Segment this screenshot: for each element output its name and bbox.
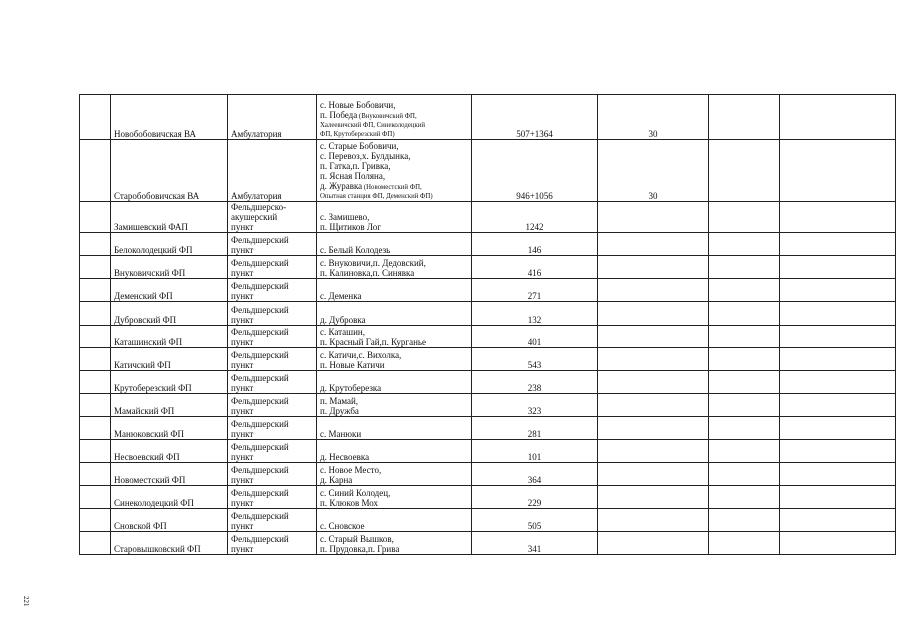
facility-type-line: Фельдшерский xyxy=(231,258,289,268)
settlement-line xyxy=(320,521,468,531)
row-number-cell xyxy=(80,140,111,202)
empty-cell xyxy=(709,326,780,348)
empty-cell xyxy=(709,279,780,302)
row-number-cell xyxy=(80,486,111,509)
empty-cell xyxy=(780,95,896,140)
settlement-line xyxy=(320,171,468,181)
settlement-text: Опытная станция ФП, Деменский ФП) xyxy=(320,193,433,200)
settlement-text: п. Калиновка,п. Синявка xyxy=(320,268,415,278)
facility-type-line: пункт xyxy=(231,475,254,485)
facility-type-cell xyxy=(228,371,317,394)
settlement-text: с. Замишево, xyxy=(320,212,370,222)
facility-name-cell: Катичский ФП xyxy=(111,348,228,371)
settlement-text: с. Перевоз,х. Булдынка, xyxy=(320,151,411,161)
facility-type-line: пункт xyxy=(231,429,254,439)
empty-cell xyxy=(780,140,896,202)
value-cell xyxy=(598,326,709,348)
settlements-cell xyxy=(317,394,472,417)
value-cell xyxy=(598,256,709,279)
value-cell xyxy=(598,394,709,417)
empty-cell xyxy=(709,233,780,256)
settlement-line xyxy=(320,396,468,406)
population-cell: 946+1056 xyxy=(472,140,598,202)
facility-name-cell: Новобобовичская ВА xyxy=(111,95,228,140)
value-cell xyxy=(598,371,709,394)
facility-name-cell: Каташинский ФП xyxy=(111,326,228,348)
settlement-line xyxy=(320,337,468,347)
settlement-line xyxy=(320,121,468,130)
table-row xyxy=(80,440,896,463)
facility-type-line: Фельдшерский xyxy=(231,327,289,337)
settlement-text: п. Ясная Поляна, xyxy=(320,171,386,181)
facility-name-cell: Манюковский ФП xyxy=(111,417,228,440)
empty-cell xyxy=(780,202,896,233)
row-number-cell xyxy=(80,394,111,417)
row-number-cell xyxy=(80,326,111,348)
empty-cell xyxy=(780,279,896,302)
facility-type-line: пункт xyxy=(231,337,254,347)
settlement-line xyxy=(320,222,468,232)
value-cell xyxy=(598,509,709,532)
population-cell: 281 xyxy=(472,417,598,440)
facility-type-cell xyxy=(228,463,317,486)
settlement-text: с. Синий Колодец, xyxy=(320,488,391,498)
row-number-cell xyxy=(80,256,111,279)
value-cell: 30 xyxy=(598,95,709,140)
settlement-text: ФП, Крутоберезский ФП) xyxy=(320,131,395,138)
facility-name-cell: Несвоевский ФП xyxy=(111,440,228,463)
population-cell: 507+1364 xyxy=(472,95,598,140)
table-row xyxy=(80,348,896,371)
facility-type-cell xyxy=(228,202,317,233)
settlement-text: с. Новое Место, xyxy=(320,465,382,475)
table-body xyxy=(80,95,896,555)
table-row xyxy=(80,233,896,256)
empty-cell xyxy=(709,463,780,486)
facilities-table xyxy=(79,94,896,555)
settlement-text: п. Новые Катичи xyxy=(320,360,385,370)
settlement-line xyxy=(320,161,468,171)
facility-name-cell: Замишевский ФАП xyxy=(111,202,228,233)
facility-name-cell: Внуковичский ФП xyxy=(111,256,228,279)
empty-cell xyxy=(709,302,780,326)
settlement-text: п. Победа xyxy=(320,110,358,120)
settlement-line xyxy=(320,383,468,393)
settlement-text: п. Клюков Мох xyxy=(320,498,379,508)
facility-name-cell: Старобобовичская ВА xyxy=(111,140,228,202)
table-row xyxy=(80,279,896,302)
settlement-line xyxy=(320,151,468,161)
table-row xyxy=(80,202,896,233)
population-cell: 505 xyxy=(472,509,598,532)
population-cell: 1242 xyxy=(472,202,598,233)
settlement-line xyxy=(320,212,468,222)
table-row xyxy=(80,95,896,140)
settlement-text: п. Прудовка,п. Грива xyxy=(320,544,400,554)
settlement-line xyxy=(320,100,468,110)
value-cell: 30 xyxy=(598,140,709,202)
facility-type-line: Фельдшерский xyxy=(231,350,289,360)
facility-type-cell xyxy=(228,326,317,348)
value-cell xyxy=(598,233,709,256)
table-row xyxy=(80,532,896,555)
population-cell: 229 xyxy=(472,486,598,509)
settlements-cell xyxy=(317,417,472,440)
settlement-line xyxy=(320,488,468,498)
settlement-text: п. Красный Гай,п. Курганье xyxy=(320,337,427,347)
value-cell xyxy=(598,532,709,555)
settlement-text: Халеевичский ФП, Синеколодецкий xyxy=(320,122,426,129)
settlements-cell xyxy=(317,509,472,532)
facility-type-line: Фельдшерский xyxy=(231,534,289,544)
empty-cell xyxy=(709,371,780,394)
facility-name-cell: Дубровский ФП xyxy=(111,302,228,326)
settlements-cell xyxy=(317,532,472,555)
population-cell: 132 xyxy=(472,302,598,326)
settlement-text: п. Щитиков Лог xyxy=(320,222,381,232)
facility-type-line: пункт xyxy=(231,406,254,416)
settlement-text: д. Несвоевка xyxy=(320,452,370,462)
facility-type-line: Фельдшерский xyxy=(231,235,289,245)
settlement-line xyxy=(320,315,468,325)
settlement-line xyxy=(320,475,468,485)
settlement-line xyxy=(320,130,468,139)
settlement-text: с. Новые Бобовичи, xyxy=(320,100,396,110)
row-number-cell xyxy=(80,279,111,302)
settlement-note: (Внуковичский ФП, xyxy=(357,113,417,120)
row-number-cell xyxy=(80,532,111,555)
empty-cell xyxy=(709,440,780,463)
empty-cell xyxy=(780,486,896,509)
facility-type-cell xyxy=(228,233,317,256)
table-row xyxy=(80,326,896,348)
facility-type-line: пункт xyxy=(231,452,254,462)
row-number-cell xyxy=(80,463,111,486)
facility-type-cell xyxy=(228,256,317,279)
settlement-line xyxy=(320,327,468,337)
facility-type-cell xyxy=(228,509,317,532)
facility-type-line: Фельдшерский xyxy=(231,488,289,498)
settlement-line xyxy=(320,350,468,360)
empty-cell xyxy=(780,417,896,440)
settlements-cell xyxy=(317,256,472,279)
facility-type-line: пункт xyxy=(231,383,254,393)
facility-name-cell: Мамайский ФП xyxy=(111,394,228,417)
settlements-cell xyxy=(317,279,472,302)
facility-name-cell: Деменский ФП xyxy=(111,279,228,302)
facility-type-line: акушерский xyxy=(231,212,278,222)
settlement-line xyxy=(320,141,468,151)
settlement-line xyxy=(320,181,468,192)
value-cell xyxy=(598,417,709,440)
facility-type-line: Амбулатория xyxy=(231,191,282,201)
settlement-text: с. Белый Колодезь xyxy=(320,245,391,255)
table-row xyxy=(80,371,896,394)
table-row xyxy=(80,486,896,509)
facility-type-line: Фельдшерский xyxy=(231,419,289,429)
settlement-text: д. Дубровка xyxy=(320,315,366,325)
table-row xyxy=(80,394,896,417)
facility-type-cell xyxy=(228,440,317,463)
population-cell: 364 xyxy=(472,463,598,486)
facility-type-line: пункт xyxy=(231,521,254,531)
facility-name-cell: Синеколодецкий ФП xyxy=(111,486,228,509)
table-row xyxy=(80,417,896,440)
settlements-cell xyxy=(317,202,472,233)
row-number-cell xyxy=(80,95,111,140)
settlement-line xyxy=(320,268,468,278)
facility-type-cell xyxy=(228,394,317,417)
value-cell xyxy=(598,486,709,509)
population-cell: 323 xyxy=(472,394,598,417)
table-row xyxy=(80,463,896,486)
empty-cell xyxy=(780,326,896,348)
settlement-note: (Новоместский ФП, xyxy=(362,184,422,191)
empty-cell xyxy=(780,394,896,417)
settlement-line xyxy=(320,534,468,544)
population-cell: 271 xyxy=(472,279,598,302)
facility-type-cell xyxy=(228,348,317,371)
row-number-cell xyxy=(80,509,111,532)
empty-cell xyxy=(709,348,780,371)
facility-type-line: Фельдшерско- xyxy=(231,202,287,212)
facility-type-line: Фельдшерский xyxy=(231,442,289,452)
facility-name-cell: Новоместский ФП xyxy=(111,463,228,486)
empty-cell xyxy=(780,440,896,463)
facility-type-line: Фельдшерский xyxy=(231,281,289,291)
settlement-line xyxy=(320,110,468,121)
empty-cell xyxy=(709,95,780,140)
empty-cell xyxy=(780,233,896,256)
settlement-text: п. Дружба xyxy=(320,406,359,416)
empty-cell xyxy=(709,140,780,202)
facility-type-cell xyxy=(228,279,317,302)
value-cell xyxy=(598,302,709,326)
facility-type-cell xyxy=(228,417,317,440)
row-number-cell xyxy=(80,348,111,371)
settlements-cell xyxy=(317,440,472,463)
facility-type-line: Фельдшерский xyxy=(231,465,289,475)
facility-type-cell xyxy=(228,140,317,202)
value-cell xyxy=(598,440,709,463)
row-number-cell xyxy=(80,302,111,326)
facility-type-line: Фельдшерский xyxy=(231,305,289,315)
settlement-text: с. Старые Бобовичи, xyxy=(320,141,399,151)
row-number-cell xyxy=(80,417,111,440)
facility-type-line: Амбулатория xyxy=(231,129,282,139)
facility-type-line: пункт xyxy=(231,315,254,325)
facility-type-line: пункт xyxy=(231,291,254,301)
settlement-text: д. Журавка xyxy=(320,181,363,191)
settlement-text: с. Внуковичи,п. Дедовский, xyxy=(320,258,426,268)
value-cell xyxy=(598,279,709,302)
empty-cell xyxy=(780,348,896,371)
facility-type-line: пункт xyxy=(231,544,254,554)
facility-type-line: пункт xyxy=(231,245,254,255)
settlement-text: с. Деменка xyxy=(320,291,362,301)
facility-name-cell: Белоколодецкий ФП xyxy=(111,233,228,256)
settlements-cell xyxy=(317,463,472,486)
settlement-text: д. Крутоберезка xyxy=(320,383,382,393)
settlement-line xyxy=(320,192,468,201)
empty-cell xyxy=(709,256,780,279)
empty-cell xyxy=(780,532,896,555)
facility-type-cell xyxy=(228,486,317,509)
settlement-text: с. Сновское xyxy=(320,521,365,531)
settlement-text: с. Манюки xyxy=(320,429,362,439)
settlement-text: с. Катичи,с. Вихолка, xyxy=(320,350,402,360)
value-cell xyxy=(598,463,709,486)
settlements-cell xyxy=(317,140,472,202)
empty-cell xyxy=(780,256,896,279)
settlements-cell xyxy=(317,302,472,326)
empty-cell xyxy=(709,486,780,509)
population-cell: 416 xyxy=(472,256,598,279)
settlement-line xyxy=(320,544,468,554)
population-cell: 401 xyxy=(472,326,598,348)
page-number: 221 xyxy=(22,596,30,607)
table-row xyxy=(80,140,896,202)
settlement-line xyxy=(320,360,468,370)
facility-type-line: пункт xyxy=(231,268,254,278)
settlement-line xyxy=(320,465,468,475)
settlements-cell xyxy=(317,233,472,256)
facility-type-cell xyxy=(228,532,317,555)
settlement-text: с. Каташин, xyxy=(320,327,365,337)
settlement-text: д. Карна xyxy=(320,475,353,485)
facility-type-line: пункт xyxy=(231,360,254,370)
settlements-cell xyxy=(317,486,472,509)
population-cell: 341 xyxy=(472,532,598,555)
settlement-text: п. Гатка,п. Гривка, xyxy=(320,161,391,171)
row-number-cell xyxy=(80,371,111,394)
settlement-line xyxy=(320,245,468,255)
facility-type-line: Фельдшерский xyxy=(231,511,289,521)
facility-type-cell xyxy=(228,95,317,140)
facility-type-line: пункт xyxy=(231,222,254,232)
facility-name-cell: Старовышковский ФП xyxy=(111,532,228,555)
facility-type-line: Фельдшерский xyxy=(231,373,289,383)
settlement-line xyxy=(320,258,468,268)
settlements-cell xyxy=(317,371,472,394)
settlements-cell xyxy=(317,348,472,371)
row-number-cell xyxy=(80,440,111,463)
empty-cell xyxy=(709,417,780,440)
settlement-line xyxy=(320,406,468,416)
empty-cell xyxy=(780,371,896,394)
population-cell: 543 xyxy=(472,348,598,371)
row-number-cell xyxy=(80,202,111,233)
facility-type-line: пункт xyxy=(231,498,254,508)
settlement-line xyxy=(320,429,468,439)
empty-cell xyxy=(780,509,896,532)
settlement-text: с. Старый Вышков, xyxy=(320,534,394,544)
table-row xyxy=(80,509,896,532)
facility-type-cell xyxy=(228,302,317,326)
settlement-text: п. Мамай, xyxy=(320,396,359,406)
value-cell xyxy=(598,202,709,233)
settlements-cell xyxy=(317,326,472,348)
empty-cell xyxy=(709,509,780,532)
population-cell: 146 xyxy=(472,233,598,256)
value-cell xyxy=(598,348,709,371)
empty-cell xyxy=(780,302,896,326)
empty-cell xyxy=(780,463,896,486)
facility-name-cell: Крутоберезский ФП xyxy=(111,371,228,394)
facility-name-cell: Сновской ФП xyxy=(111,509,228,532)
settlement-line xyxy=(320,498,468,508)
population-cell: 238 xyxy=(472,371,598,394)
settlement-line xyxy=(320,291,468,301)
population-cell: 101 xyxy=(472,440,598,463)
facility-type-line: Фельдшерский xyxy=(231,396,289,406)
empty-cell xyxy=(709,202,780,233)
settlements-cell xyxy=(317,95,472,140)
empty-cell xyxy=(709,532,780,555)
empty-cell xyxy=(709,394,780,417)
table-row xyxy=(80,302,896,326)
table-row xyxy=(80,256,896,279)
row-number-cell xyxy=(80,233,111,256)
settlement-line xyxy=(320,452,468,462)
